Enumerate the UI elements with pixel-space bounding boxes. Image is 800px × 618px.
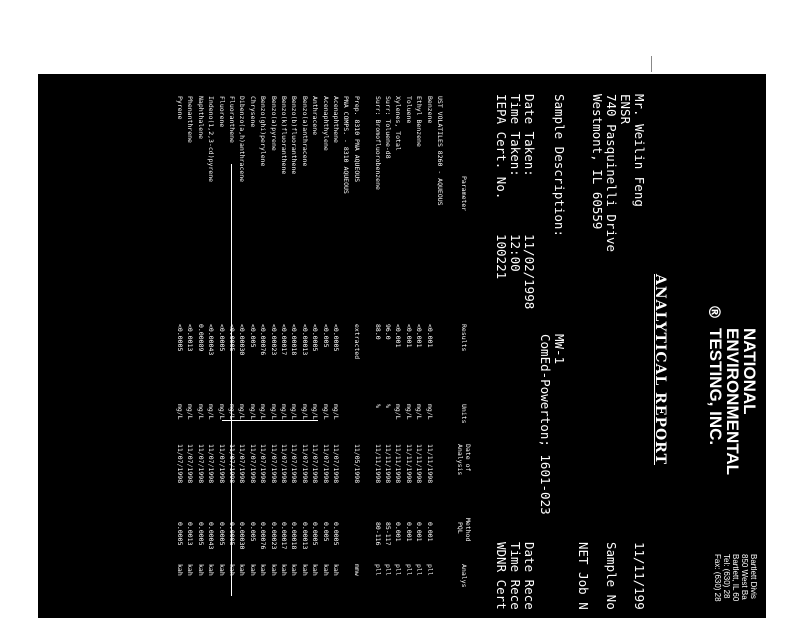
header-units: Units [460, 404, 468, 424]
table-cell-pql: 0.005 [321, 522, 330, 542]
table-cell-result: <0.00023 [269, 324, 278, 356]
table-cell-analyst: pll [415, 564, 424, 576]
table-cell-analyst: kah [332, 564, 340, 576]
table-cell-result: <0.0005 [228, 324, 236, 352]
contact-line: Bartlett Divis [749, 554, 758, 599]
time-taken-label: Time Taken: [508, 94, 523, 177]
table-cell-units: mg/L [290, 404, 299, 420]
contact-line: Bartlett, IL 60 [731, 554, 740, 602]
table-cell-parameter: Benzo(ghi)perylene [259, 96, 268, 167]
table-cell-result: <0.001 [404, 324, 413, 348]
table-cell-result: <0.00013 [300, 324, 309, 356]
report-title: ANALYTICAL REPORT [652, 274, 668, 465]
table-cell-analyst: pll [394, 564, 403, 576]
table-cell-result: <0.0013 [186, 324, 195, 352]
table-cell-result: <0.0005 [332, 324, 340, 352]
table-cell-units: mg/L [332, 404, 340, 420]
table-cell-units: mg/L [280, 404, 288, 420]
net-job-label: NET Job N [576, 542, 591, 610]
table-cell-analyst: pll [404, 564, 413, 576]
date-taken-value: 11/02/1998 [522, 234, 537, 310]
table-cell-date: 11/11/1998 [373, 444, 382, 484]
table-cell-units: mg/L [311, 404, 320, 420]
header-date: Date of [464, 444, 472, 472]
table-cell-date: 11/07/1998 [269, 444, 278, 484]
table-cell-pql: 85-117 [384, 522, 392, 546]
scanned-report-page [38, 74, 766, 618]
table-cell-result: <0.00030 [238, 324, 247, 356]
table-cell-date: 11/07/1998 [332, 444, 340, 484]
table-cell-units: mg/L [228, 404, 236, 420]
table-cell-units: mg/L [404, 404, 413, 420]
header-analysis: Analysis [456, 444, 464, 476]
table-cell-units: mg/L [248, 404, 257, 420]
company-name-line-3: TESTING, INC. [706, 328, 725, 446]
table-cell-result: <0.00017 [280, 324, 288, 356]
table-cell-units: % [373, 404, 382, 408]
scanner-crop-mark [651, 56, 652, 72]
company-name-line-1: NATIONAL [740, 328, 759, 415]
client-name: Mr. Weilin Feng [632, 94, 647, 207]
table-cell-analyst: kah [186, 564, 195, 576]
table-cell-result: <0.00043 [207, 324, 216, 356]
contact-line: Tel: (630) 28 [722, 554, 731, 599]
table-cell-pql: 0.00018 [290, 522, 299, 550]
registered-mark: ® [705, 304, 724, 320]
table-cell-result: <0.0005 [311, 324, 320, 352]
table-cell-analyst: kah [228, 564, 236, 576]
table-cell-date: 11/07/1998 [290, 444, 299, 484]
table-cell-units: mg/L [238, 404, 247, 420]
table-cell-analyst: kah [238, 564, 247, 576]
table-cell-result: 88.0 [373, 324, 382, 340]
table-cell-analyst: kah [280, 564, 288, 576]
company-name-line-2: ENVIRONMENTAL [723, 328, 742, 476]
table-cell-result: 96.0 [384, 324, 392, 340]
table-cell-pql: 0.00030 [238, 522, 247, 550]
iepa-cert-label: IEPA Cert. No. [494, 94, 509, 200]
table-cell-parameter: Anthracene [311, 96, 320, 136]
header-parameter: Parameter [460, 176, 468, 212]
table-cell-date: 11/07/1998 [321, 444, 330, 484]
table-cell-date: 11/07/1998 [207, 444, 216, 484]
table-cell-result: <0.001 [415, 324, 424, 348]
table-cell-date: 11/11/1998 [425, 444, 434, 484]
table-cell-pql: 0.001 [394, 522, 403, 542]
table-cell-date: 11/11/1998 [384, 444, 392, 484]
client-company: ENSR [618, 94, 633, 125]
table-cell-analyst: kah [207, 564, 216, 576]
table-cell-result: 0.00089 [196, 324, 205, 352]
table-cell-pql: 80-116 [373, 522, 382, 546]
table-cell-parameter: PNA COMPS. - 8310 AQUEOUS [342, 96, 351, 194]
table-cell-analyst: pll [384, 564, 392, 576]
table-cell-analyst: kah [300, 564, 309, 576]
table-cell-result: <0.0005 [217, 324, 226, 352]
wdnr-cert-label: WDNR Cert [494, 542, 509, 610]
table-cell-analyst: kah [311, 564, 320, 576]
table-cell-parameter: Acenaphthene [332, 96, 340, 143]
table-cell-pql: 0.0005 [196, 522, 205, 546]
table-cell-analyst: kah [217, 564, 226, 576]
table-cell-analyst: kah [176, 564, 184, 576]
table-cell-parameter: Benzo(a)pyrene [269, 96, 278, 151]
table-cell-date: 11/11/1998 [394, 444, 403, 484]
header-method: Method [464, 518, 472, 542]
table-cell-pql: 0.0005 [176, 522, 184, 546]
table-cell-pql: 0.00023 [269, 522, 278, 550]
table-cell-date: 11/07/1998 [280, 444, 288, 484]
table-cell-pql: 0.001 [415, 522, 424, 542]
table-cell-units: mg/L [394, 404, 403, 420]
table-cell-units: mg/L [259, 404, 268, 420]
table-cell-date: 11/07/1998 [311, 444, 320, 484]
table-cell-pql: 0.0005 [311, 522, 320, 546]
table-cell-date: 11/07/1998 [217, 444, 226, 484]
table-cell-pql: 0.001 [404, 522, 413, 542]
table-cell-date: 11/05/1998 [352, 444, 361, 484]
table-cell-date: 11/11/1998 [404, 444, 413, 484]
table-cell-analyst: kah [196, 564, 205, 576]
table-cell-pql: 0.0005 [332, 522, 340, 546]
table-cell-pql: 0.00013 [300, 522, 309, 550]
table-cell-result: <0.001 [425, 324, 434, 348]
table-cell-parameter: Surr: Toluene-d8 [384, 96, 392, 159]
table-cell-analyst: kah [321, 564, 330, 576]
table-cell-units: % [384, 404, 392, 408]
table-cell-parameter: Chrysene [248, 96, 257, 128]
table-cell-parameter: Benzene [425, 96, 434, 124]
table-cell-analyst: kah [259, 564, 268, 576]
table-cell-parameter: Acenaphthylene [321, 96, 330, 151]
sample-description-value: MW-1 [552, 334, 567, 365]
sample-site: ComEd-Powerton; 1601-023 [538, 334, 553, 515]
company-logo [628, 304, 759, 488]
table-cell-parameter: Indeno(1,2,3-cd)pyrene [207, 96, 216, 183]
table-cell-result: <0.0005 [176, 324, 184, 352]
table-cell-analyst: kah [269, 564, 278, 576]
table-cell-analyst: kah [248, 564, 257, 576]
table-cell-parameter: Phenanthrene [186, 96, 195, 143]
table-cell-pql: 0.001 [425, 522, 434, 542]
table-cell-date: 11/07/1998 [196, 444, 205, 484]
table-cell-parameter: Benzo(k)fluoranthene [280, 96, 288, 175]
table-cell-units: mg/L [300, 404, 309, 420]
date-received-label: Date Rece [522, 542, 537, 610]
table-cell-analyst: kah [290, 564, 299, 576]
table-cell-pql: 0.00076 [259, 522, 268, 550]
sample-no-label: Sample No [604, 542, 619, 610]
table-cell-units: mg/L [207, 404, 216, 420]
report-date: 11/11/199 [632, 542, 647, 610]
table-cell-pql: 0.00017 [280, 522, 288, 550]
table-cell-parameter: UST VOLATILES 8260 - AQUEOUS [436, 96, 444, 206]
table-cell-parameter: Benzo(b)fluoranthene [290, 96, 299, 175]
table-cell-analyst: pll [425, 564, 434, 576]
table-cell-parameter: Benzo(a)anthracene [300, 96, 309, 167]
table-cell-parameter: Fluoranthene [228, 96, 236, 143]
table-cell-result: extracted [352, 324, 361, 360]
header-pql: PQL [456, 522, 464, 534]
table-cell-units: mg/L [186, 404, 195, 420]
units-column-rule [222, 420, 318, 421]
table-cell-pql: 0.0005 [217, 522, 226, 546]
table-cell-analyst: pll [373, 564, 382, 576]
table-cell-parameter: Dibenzo(a,h)anthracene [238, 96, 247, 183]
table-cell-units: mg/L [176, 404, 184, 420]
contact-line: 850 West Ba [740, 554, 749, 600]
table-cell-result: <0.005 [248, 324, 257, 348]
table-cell-result: <0.001 [394, 324, 403, 348]
table-cell-units: mg/L [196, 404, 205, 420]
table-cell-date: 11/07/1998 [176, 444, 184, 484]
table-cell-pql: 0.0013 [186, 522, 195, 546]
table-cell-date: 11/07/1998 [186, 444, 195, 484]
table-cell-date: 11/07/1998 [259, 444, 268, 484]
table-cell-result: <0.00076 [259, 324, 268, 356]
table-cell-date: 11/11/1998 [415, 444, 424, 484]
table-cell-units: mg/L [425, 404, 434, 420]
header-analyst: Analys [460, 564, 468, 588]
time-taken-value: 12:00 [508, 234, 523, 272]
time-received-label: Time Rece [508, 542, 523, 610]
table-cell-date: 11/07/1998 [300, 444, 309, 484]
sample-description-label: Sample Description: [552, 94, 567, 237]
table-cell-result: <0.00018 [290, 324, 299, 356]
table-cell-parameter: Xylenes, Total [394, 96, 403, 151]
table-cell-pql: 0.0005 [228, 522, 236, 546]
contact-line: Fax: (630) 28 [713, 554, 722, 602]
iepa-cert-value: 100221 [494, 234, 509, 280]
table-cell-parameter: Pyrene [176, 96, 184, 120]
table-cell-pql: 0.00043 [207, 522, 216, 550]
header-results: Results [460, 324, 468, 352]
date-taken-label: Date Taken: [522, 94, 537, 177]
table-cell-date: 11/07/1998 [228, 444, 236, 484]
table-cell-parameter: Fluorene [217, 96, 226, 128]
client-city: Westmont, IL 60559 [590, 94, 605, 230]
table-cell-date: 11/07/1998 [238, 444, 247, 484]
table-cell-date: 11/07/1998 [248, 444, 257, 484]
table-cell-parameter: Ethyl Benzene [415, 96, 424, 147]
table-cell-units: mg/L [321, 404, 330, 420]
table-cell-analyst: mmw [352, 564, 361, 576]
table-cell-units: mg/L [415, 404, 424, 420]
table-cell-units: mg/L [217, 404, 226, 420]
client-street: 740 Pasquinelli Drive [604, 94, 619, 253]
table-cell-result: <0.005 [321, 324, 330, 348]
table-cell-parameter: Prep. 8310 PNA AQUEOUS [352, 96, 361, 183]
rotated-page-content [38, 74, 766, 618]
table-cell-units: mg/L [269, 404, 278, 420]
table-cell-parameter: Surr: Bromofluorobenzene [373, 96, 382, 190]
table-cell-parameter: Naphthalene [196, 96, 205, 140]
table-cell-parameter: Toluene [404, 96, 413, 124]
table-cell-pql: 0.005 [248, 522, 257, 542]
